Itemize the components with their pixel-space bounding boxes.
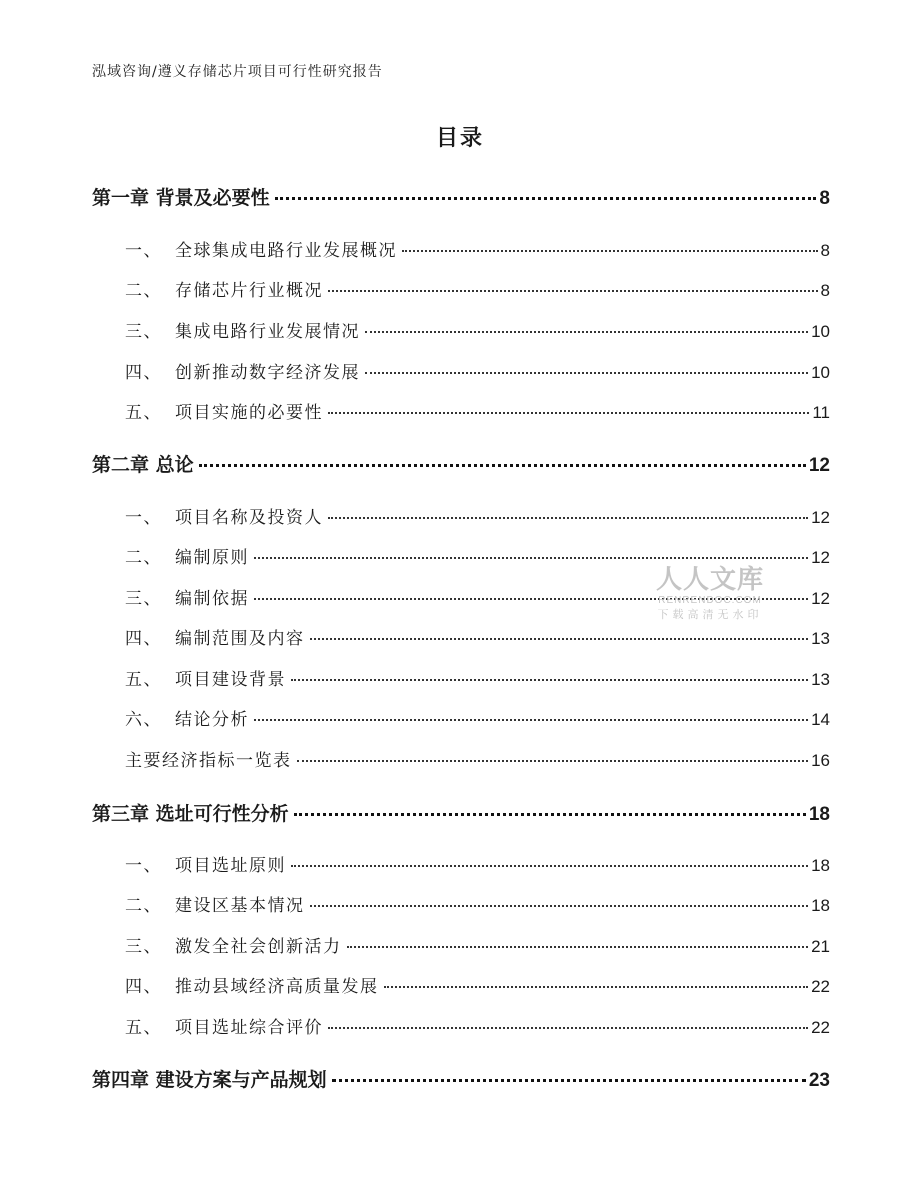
dot-leader (199, 464, 806, 467)
toc-entry-label (125, 398, 325, 423)
toc-entry-page: 10 (811, 363, 830, 382)
toc-entry-number: 四、 (125, 629, 162, 649)
toc-entry-page: 8 (819, 188, 830, 209)
toc-entry-page: 16 (811, 751, 830, 770)
toc-entry-page: 13 (811, 629, 830, 648)
dot-leader (365, 331, 808, 333)
dot-leader (365, 372, 808, 374)
dot-leader (297, 760, 809, 762)
toc-entry-page: 11 (812, 403, 830, 422)
toc-entry-label (92, 799, 291, 826)
toc-entry-number: 六、 (125, 710, 162, 730)
toc-section-entry[interactable] (92, 665, 830, 690)
toc-entry-page: 10 (811, 322, 830, 341)
toc-entry-text: 存储芯片行业概况 (175, 281, 323, 301)
toc-entry-page: 12 (811, 589, 830, 608)
toc-section-entry[interactable] (92, 891, 830, 916)
toc-entry-text: 第一章 背景及必要性 (92, 187, 270, 209)
toc-entry-page: 18 (811, 896, 830, 915)
toc-entry-page: 18 (811, 856, 830, 875)
toc-entry-label (125, 665, 288, 690)
toc-entry-page: 14 (811, 710, 830, 729)
toc-entry-number: 三、 (125, 322, 162, 342)
toc-entry-label (125, 1013, 325, 1038)
toc-title: 目录 (435, 126, 484, 151)
toc-entry-page: 12 (808, 455, 830, 476)
toc-entry-label (125, 584, 251, 609)
toc-entry-number: 二、 (125, 896, 162, 916)
dot-leader (310, 905, 809, 907)
dot-leader (291, 679, 808, 681)
dot-leader (347, 946, 809, 948)
dot-leader (332, 1079, 806, 1082)
toc-entry-label (125, 932, 344, 957)
toc-entry-text: 项目名称及投资人 (175, 508, 323, 528)
watermark-subtitle: 下载高清无水印 (657, 608, 763, 621)
toc-entry-text: 编制依据 (175, 589, 249, 609)
toc-section-entry[interactable] (92, 851, 830, 876)
toc-entry-page: 22 (811, 977, 830, 996)
toc-section-entry[interactable] (92, 1013, 830, 1038)
toc-entry-page: 12 (811, 548, 830, 567)
toc-entry-label (125, 972, 381, 997)
toc-entry-text: 全球集成电路行业发展概况 (175, 241, 397, 261)
page-header: 泓域咨询/遵义存储芯片项目可行性研究报告 (92, 64, 383, 80)
toc-entry-label (92, 183, 272, 210)
toc-entry-page: 12 (811, 508, 830, 527)
toc-section-entry[interactable] (92, 705, 830, 730)
toc-entry-number: 五、 (125, 403, 162, 423)
toc-entry-page: 23 (808, 1070, 830, 1091)
watermark-url: RENRENDOC.COM (658, 595, 762, 606)
toc-chapter-entry[interactable] (92, 1065, 830, 1092)
toc-entry-text: 第二章 总论 (92, 454, 194, 476)
dot-leader (328, 517, 808, 519)
toc-entry-page: 8 (820, 241, 830, 260)
toc-entry-page: 18 (808, 804, 830, 825)
toc-section-entry[interactable] (92, 624, 830, 649)
toc-entry-label (125, 276, 325, 301)
toc-entry-page: 8 (820, 281, 830, 300)
dot-leader (294, 813, 806, 816)
dot-leader (254, 719, 808, 721)
toc-entry-text: 编制原则 (175, 548, 249, 568)
toc-chapter-entry[interactable] (92, 799, 830, 826)
toc-entry-number: 五、 (125, 670, 162, 690)
toc-entry-text: 项目实施的必要性 (175, 403, 323, 423)
dot-leader (310, 638, 809, 640)
toc-entry-page: 21 (811, 937, 830, 956)
toc-section-entry[interactable] (92, 932, 830, 957)
toc-section-entry[interactable] (92, 972, 830, 997)
toc-entry-number: 三、 (125, 589, 162, 609)
toc-entry-label (125, 503, 325, 528)
toc-chapter-entry[interactable] (92, 183, 830, 210)
toc-section-entry[interactable] (92, 276, 830, 301)
toc-entry-text: 建设区基本情况 (175, 896, 305, 916)
dot-leader (291, 865, 808, 867)
toc-entry-text: 项目选址综合评价 (175, 1018, 323, 1038)
dot-leader (328, 290, 818, 292)
toc-entry-label (125, 851, 288, 876)
toc-entry-label (125, 543, 251, 568)
toc-chapter-entry[interactable] (92, 450, 830, 477)
toc-section-entry[interactable] (92, 358, 830, 383)
toc-section-entry[interactable] (92, 317, 830, 342)
dot-leader (328, 1027, 808, 1029)
dot-leader (254, 557, 808, 559)
dot-leader (275, 197, 817, 200)
toc-entry-number: 一、 (125, 241, 162, 261)
toc-section-entry[interactable] (92, 236, 830, 261)
toc-entry-text: 项目选址原则 (175, 856, 286, 876)
toc-section-entry[interactable] (92, 746, 830, 771)
toc-entry-page: 13 (811, 670, 830, 689)
dot-leader (402, 250, 818, 252)
toc-entry-text: 结论分析 (175, 710, 249, 730)
toc-entry-label (125, 624, 307, 649)
toc-entry-text: 第三章 选址可行性分析 (92, 803, 289, 825)
toc-entry-text: 集成电路行业发展情况 (175, 322, 360, 342)
toc-entry-label (125, 746, 294, 771)
toc-entry-number: 四、 (125, 363, 162, 383)
toc-entry-text: 主要经济指标一览表 (125, 751, 292, 771)
toc-entry-text: 激发全社会创新活力 (175, 937, 342, 957)
toc-entry-page: 22 (811, 1018, 830, 1037)
toc-section-entry[interactable] (92, 503, 830, 528)
toc-entry-label (125, 317, 362, 342)
toc-entry-number: 四、 (125, 977, 162, 997)
toc-entry-number: 二、 (125, 281, 162, 301)
watermark-title: 人人文库 (655, 565, 764, 595)
toc-entry-label (92, 1065, 329, 1092)
toc-entry-label (125, 891, 307, 916)
toc-section-entry[interactable] (92, 398, 830, 423)
toc-entry-text: 项目建设背景 (175, 670, 286, 690)
toc-entry-number: 三、 (125, 937, 162, 957)
toc-entry-label (125, 358, 362, 383)
toc-entry-text: 推动县域经济高质量发展 (175, 977, 379, 997)
toc-entry-label (125, 236, 399, 261)
toc-entry-text: 创新推动数字经济发展 (175, 363, 360, 383)
toc-entry-text: 第四章 建设方案与产品规划 (92, 1069, 327, 1091)
toc-entry-label (92, 450, 196, 477)
toc-entry-number: 一、 (125, 508, 162, 528)
toc-entry-number: 五、 (125, 1018, 162, 1038)
watermark (645, 565, 775, 623)
dot-leader (328, 412, 809, 414)
toc-entry-label (125, 705, 251, 730)
dot-leader (384, 986, 809, 988)
toc-entry-text: 编制范围及内容 (175, 629, 305, 649)
toc-entry-number: 二、 (125, 548, 162, 568)
toc-entry-number: 一、 (125, 856, 162, 876)
